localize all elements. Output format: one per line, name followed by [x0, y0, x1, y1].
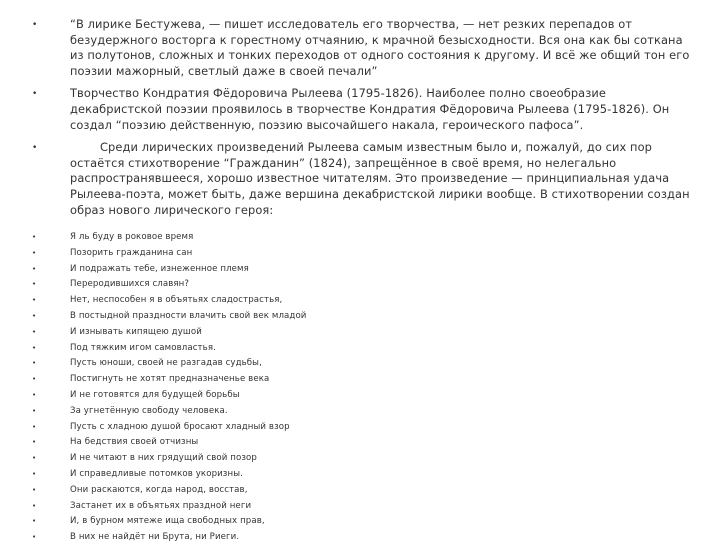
bullet-icon: •	[32, 454, 37, 463]
verse-text: Пусть юноши, своей не разгадав судьбы,	[70, 358, 262, 369]
bullet-icon: •	[32, 517, 37, 526]
bullet-icon: •	[32, 359, 37, 368]
bullet-icon: •	[32, 280, 37, 289]
verse-text: Переродившихся славян?	[70, 279, 190, 290]
bullet-icon: •	[32, 406, 37, 415]
verse-text: Постигнуть не хотят предназначенье века	[70, 374, 270, 385]
verse-line	[30, 325, 690, 341]
bullet-icon: •	[32, 311, 37, 320]
bullet-icon: •	[32, 327, 37, 336]
bullet-icon: •	[32, 469, 37, 478]
verse-text: И не читают в них грядущий свой позор	[70, 453, 257, 464]
bullet-icon: •	[32, 375, 37, 384]
paragraph-item	[30, 86, 690, 133]
verse-line	[30, 341, 690, 357]
verse-text: В постыдной праздности влачить свой век младой	[70, 310, 307, 321]
verse-line	[30, 420, 690, 436]
paragraph-text: Творчество Кондратия Фёдоровича Рылеева (1795-1826). Наиболее полно своеобразие декабристской поэзии проявилось в творчестве Кондратия Фёдоровича Рылеева (1795-1826). Он создал “поэзию действенную, поэзию высочайшего накала, героического пафоса”.	[70, 86, 670, 132]
paragraph-item	[30, 140, 690, 218]
verse-text: На бедствия своей отчизны	[70, 437, 199, 448]
verse-line	[30, 404, 690, 420]
paragraph-text: “В лирике Бестужева, — пишет исследователь его творчества, — нет резких перепадов от безудержного восторга к горестному отчаянию, к мрачной безысходности. Вся она как бы соткана из полутонов, сложных и тонких переходов от одного состояния к другому. И всё же общий тон его поэзии мажорный, светлый даже в своей печали”	[70, 17, 690, 78]
verse-line	[30, 277, 690, 293]
verse-text: В них не найдёт ни Брута, ни Риеги.	[70, 532, 240, 543]
bullet-icon: •	[32, 501, 37, 510]
verse-line	[30, 246, 690, 262]
bullet-icon: •	[32, 89, 38, 100]
verse-line	[30, 230, 690, 246]
bullet-icon: •	[32, 233, 37, 241]
bullet-icon: •	[32, 485, 37, 494]
verse-line	[30, 530, 690, 546]
verse-line	[30, 467, 690, 483]
verse-text: И, в бурном мятеже ища свободных прав,	[70, 516, 265, 527]
bullet-icon: •	[32, 20, 38, 30]
bullet-icon: •	[32, 143, 38, 154]
verse-line	[30, 309, 690, 325]
verse-text: Я ль буду в роковое время	[70, 232, 194, 242]
verse-text: Застанет их в объятьях праздной неги	[70, 500, 252, 511]
verse-line	[30, 356, 690, 372]
verse-text: И справедливые потомков укоризны.	[70, 468, 243, 479]
verse-line	[30, 499, 690, 515]
bullet-icon: •	[32, 248, 37, 257]
verse-text: Нет, неспособен я в объятьях сладострастья,	[70, 295, 283, 306]
verse-text: Они раскаются, когда народ, восстав,	[70, 484, 248, 495]
bullet-icon: •	[32, 264, 37, 273]
bullet-icon: •	[32, 438, 37, 447]
verse-line	[30, 514, 690, 530]
verse-text: Под тяжким игом самовластья.	[70, 342, 216, 353]
verse-line	[30, 262, 690, 278]
verse-text: И подражать тебе, изнеженное племя	[70, 263, 249, 274]
verse-text: И не готовятся для будущей борьбы	[70, 389, 240, 400]
verse-line	[30, 372, 690, 388]
verse-text: И изнывать кипящею душой	[70, 326, 202, 337]
verse-line	[30, 451, 690, 467]
verse-line	[30, 483, 690, 499]
verse-line	[30, 388, 690, 404]
verse-line	[30, 293, 690, 309]
bullet-icon: •	[32, 390, 37, 399]
bullet-icon: •	[32, 296, 37, 305]
verse-text: Пусть с хладною душой бросают хладный взор	[70, 421, 290, 432]
poem-verse-list	[30, 230, 690, 546]
bullet-icon: •	[32, 343, 37, 352]
verse-line	[30, 435, 690, 451]
paragraph-list	[30, 17, 690, 225]
verse-text: Позорить гражданина сан	[70, 247, 193, 258]
verse-text: За угнетённую свободу человека.	[70, 405, 228, 416]
paragraph-item	[30, 17, 690, 79]
paragraph-text: Среди лирических произведений Рылеева самым известным было и, пожалуй, до сих пор остаётся стихотворение “Гражданин” (1824), запрещённое в своё время, но нелегально распространявшееся, хорошо известное читателям. Это произведение — принципиальная удача Рылеева-поэта, может быть, даже вершина декабристской лирики вообще. В стихотворении создан образ нового лирического героя:	[70, 140, 690, 217]
bullet-icon: •	[32, 422, 37, 431]
bullet-icon: •	[32, 533, 37, 542]
